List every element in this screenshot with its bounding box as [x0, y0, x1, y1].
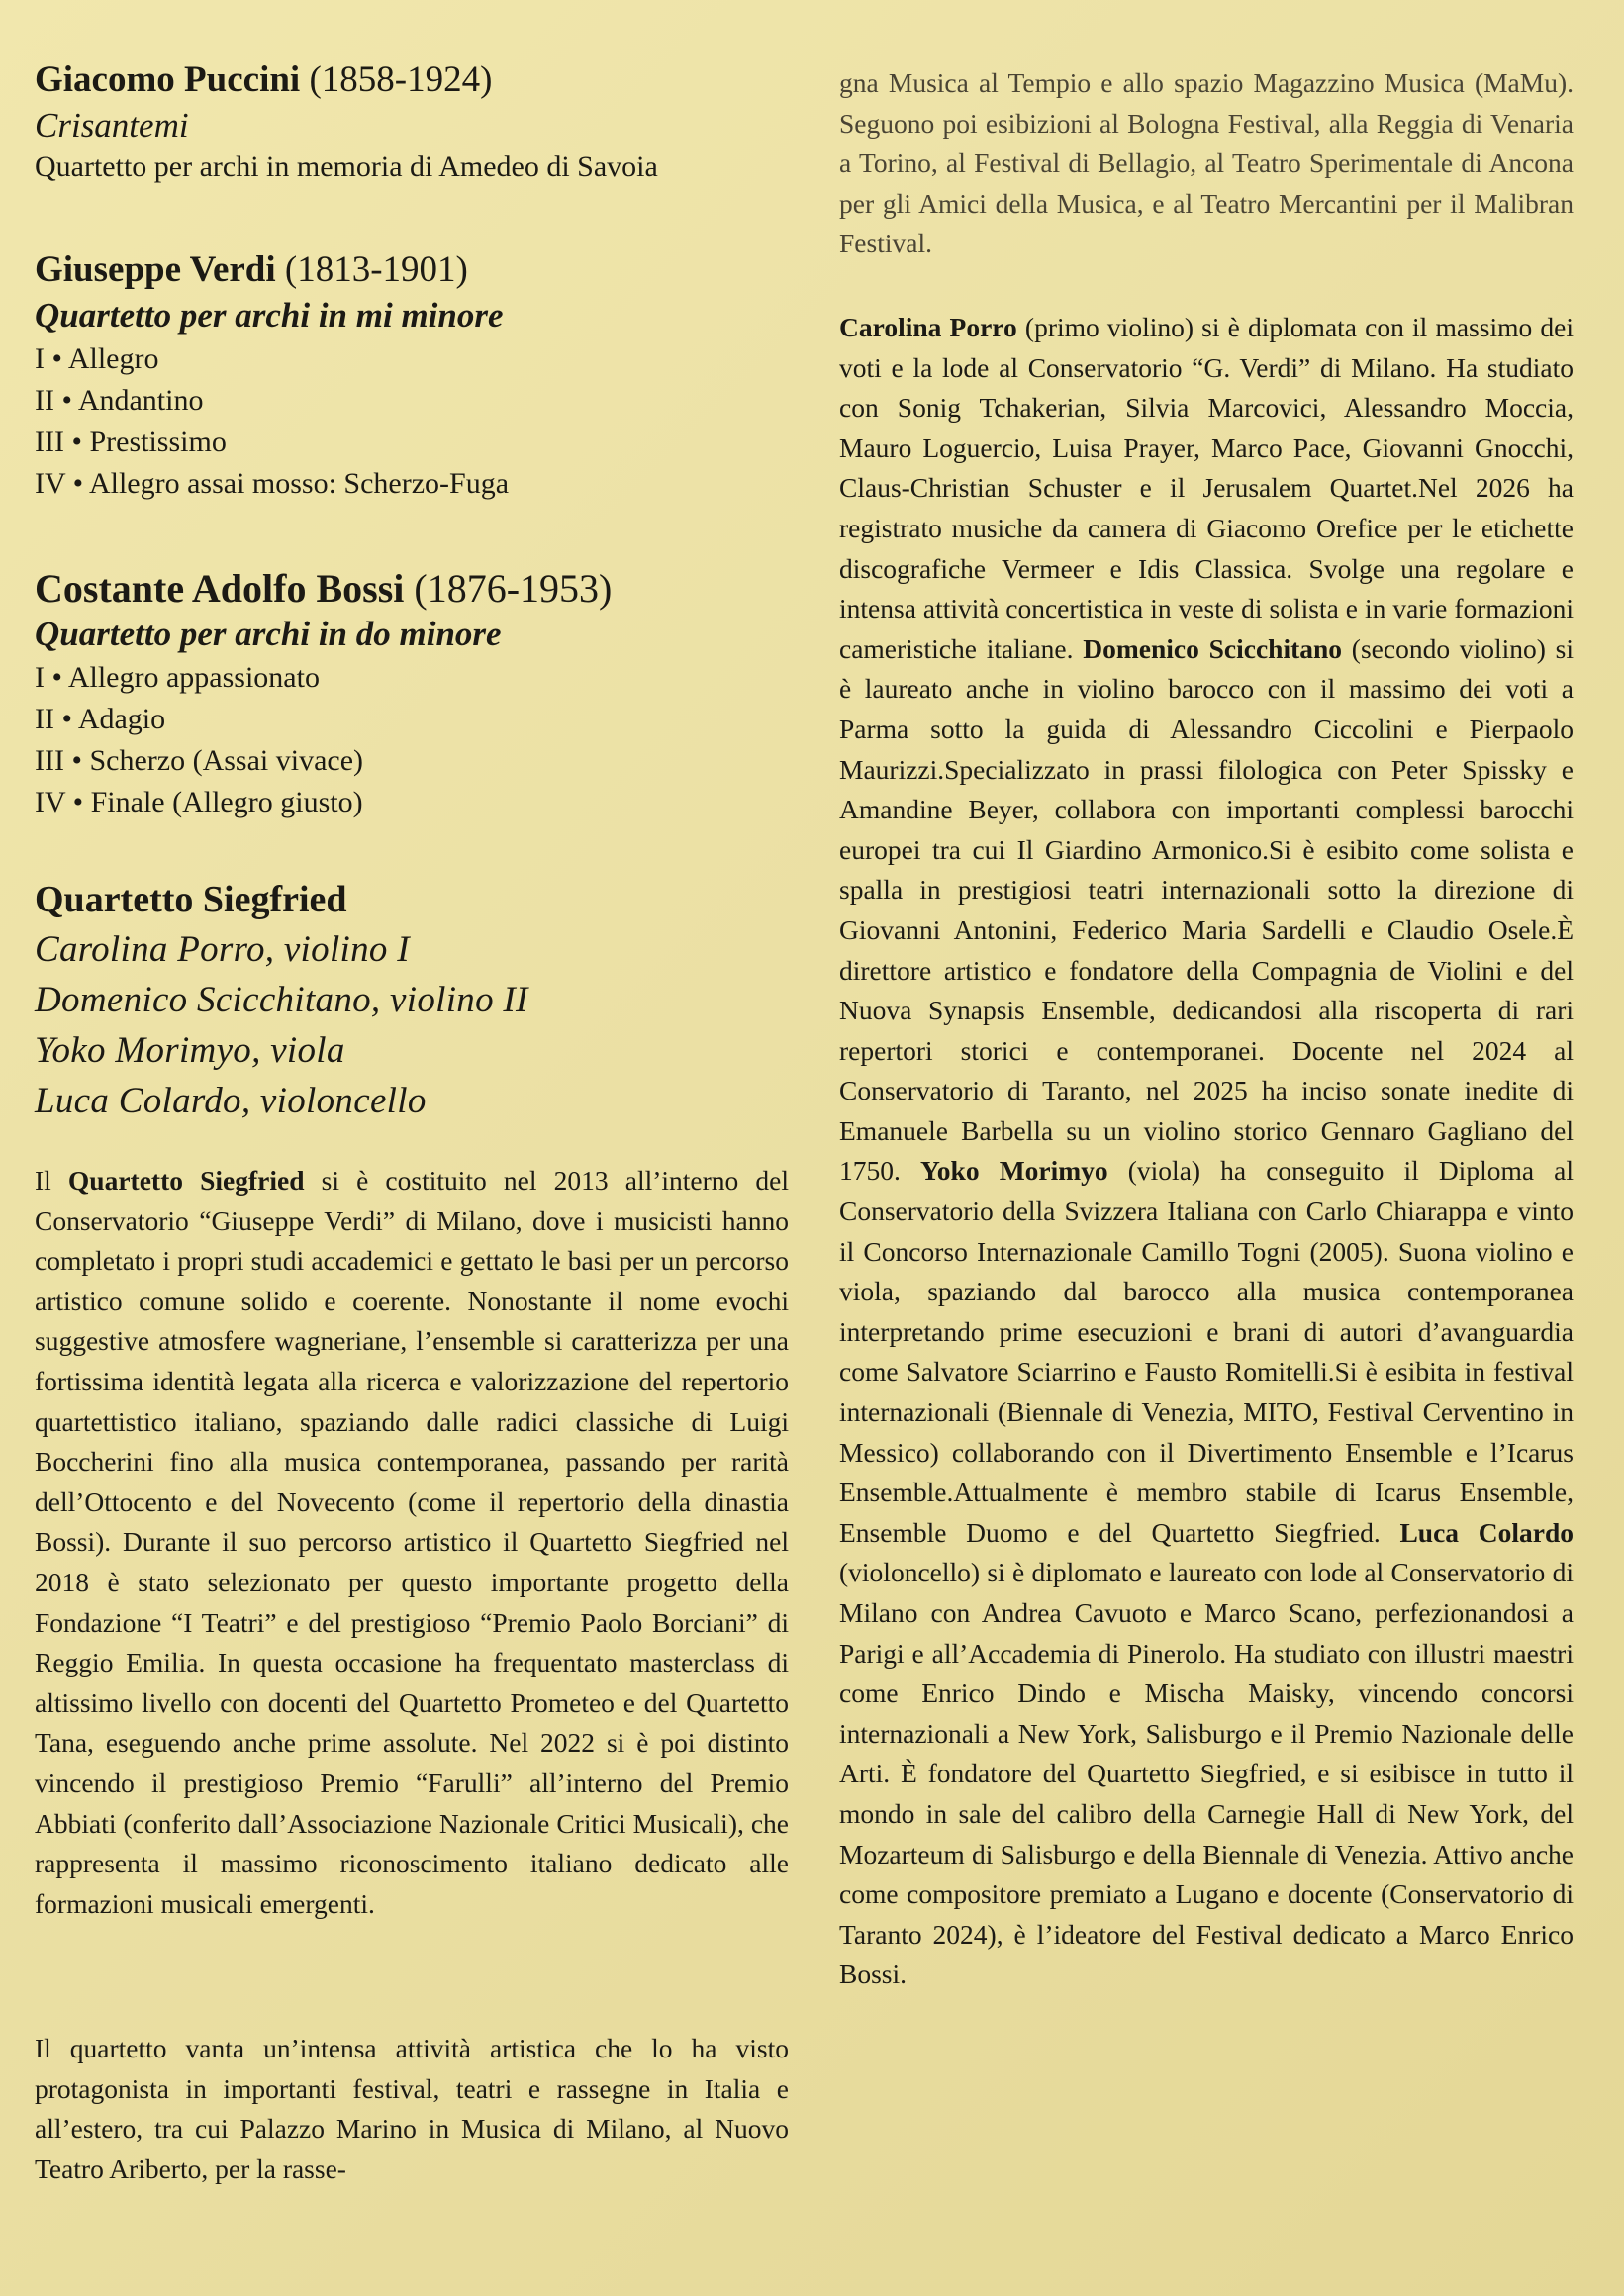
ensemble-member: Luca Colardo, violoncello: [35, 1081, 427, 1121]
composer-years: (1876-1953): [414, 566, 613, 611]
work-title: Crisantemi: [35, 106, 189, 144]
movement: IV • Finale (Allegro giusto): [35, 786, 363, 818]
bio-text: (violoncello) si è diplomato e laureato con lode al Conservatorio di Milano con Andrea Cavuoto e Marco Scano, perfezionandosi a Parigi e all’Accademia di Pinerolo. Ha studiato con illustri maestri come Enrico Dindo e Mischa Maisky, vincendo concorsi internazionali a New York, Salisburgo e il Premio Nazionale delle Arti. È fondatore del Quartetto Siegfried, e si esibisce in tutto il mondo in sale del calibro della Carnegie Hall di New York, del Mozarteum di Salisburgo e della Biennale di Venezia. Attivo anche come compositore premiato a Lugano e docente (Conservatorio di Taranto 2024), è l’ideatore del Festival dedicato a Marco Enrico Bossi.: [839, 1557, 1574, 1990]
bio-name-bold: Quartetto Siegfried: [67, 1165, 305, 1196]
work-title: Quartetto per archi in do minore: [35, 615, 502, 653]
composer-name: Giuseppe Verdi: [35, 249, 276, 290]
program-item-bossi: [35, 566, 807, 823]
composer-years: (1813-1901): [284, 249, 468, 290]
composer-line: [35, 247, 807, 293]
bio-name-bold: Domenico Scicchitano: [1083, 632, 1343, 664]
bio-text: Il quartetto vanta un’intensa attività artistica che lo ha visto protagonista in importanti festival, teatri e rassegne in Italia e all’estero, tra cui Palazzo Marino in Musica di Milano, al Nuovo Teatro Ariberto, per la rasse-: [35, 2033, 789, 2184]
ensemble-block: [35, 875, 807, 1126]
movement: III • Prestissimo: [35, 426, 227, 458]
composer-line: [35, 57, 807, 103]
movement: I • Allegro: [35, 342, 159, 375]
composer-line: [35, 566, 807, 612]
ensemble-name: Quartetto Siegfried: [35, 879, 347, 920]
movement: IV • Allegro assai mosso: Scherzo-Fuga: [35, 467, 510, 500]
bio-name-bold: Carolina Porro: [839, 312, 1017, 342]
bio-text: gna Musica al Tempio e allo spazio Magazzino Musica (MaMu). Seguono poi esibizioni al Bologna Festival, alla Reggia di Venaria a Torino, al Festival di Bellagio, al Teatro Sperimentale di Ancona per gli Amici della Musica, e al Teatro Mercantini per il Malibran Festival.: [839, 67, 1574, 259]
program-item-verdi: [35, 247, 807, 505]
movement: III • Scherzo (Assai vivace): [35, 744, 364, 777]
composer-name: Costante Adolfo Bossi: [35, 566, 405, 611]
bio-text: si è costituito nel 2013 all’interno del Conservatorio “Giuseppe Verdi” di Milano, dove i musicisti hanno completato i propri studi accademici e gettato le basi per un percorso artistico comune solido e coerente. Nonostante il nome evochi suggestive atmosfere wagneriane, l’ensemble si caratterizza per una fortissima identità legata alla ricerca e valorizzazione del repertorio quartettistico italiano, spaziando dalle radici classiche di Luigi Boccherini fino alla musica contemporanea, passando per rarità dell’Ottocento e del Novecento (come il repertorio della dinastia Bossi). Durante il suo percorso artistico il Quartetto Siegfried nel 2018 è stato selezionato per questo importante progetto della Fondazione “I Teatri” e del prestigioso “Premio Paolo Borciani” di Reggio Emilia. In questa occasione ha frequentato masterclass di altissimo livello con docenti del Quartetto Prometeo e del Quartetto Tana, eseguendo anche prime assolute. Nel 2022 si è poi distinto vincendo il prestigioso Premio “Farulli” all’interno del Premio Abbiati (conferito dall’Associazione Nazionale Critici Musicali), che rappresenta il massimo riconoscimento italiano dedicato alle formazioni musicali emergenti.: [35, 1165, 789, 1919]
bio-name-bold: Luca Colardo: [1399, 1516, 1574, 1548]
program-item-puccini: [35, 57, 807, 188]
ensemble-bio-paragraph: [35, 1161, 789, 1924]
bio-text: Il: [35, 1165, 68, 1196]
members-bio-paragraph: [839, 308, 1574, 1995]
ensemble-activity-continued: [839, 63, 1574, 264]
ensemble-member: Domenico Scicchitano, violino II: [35, 980, 528, 1020]
ensemble-member: Yoko Morimyo, viola: [35, 1030, 345, 1071]
movement: II • Adagio: [35, 703, 166, 735]
bio-text: (secondo violino) si è laureato anche in violino barocco con il massimo dei voti a Parma sotto la guida di Alessandro Ciccolini e Pierpaolo Maurizzi.Specializzato in prassi filologica con Peter Spissky e Amandine Beyer, collabora con importanti complessi barocchi europei tra cui Il Giardino Armonico.Si è esibito come solista e spalla in prestigiosi teatri internazionali sotto la direzione di Giovanni Antonini, Federico Maria Sardelli e Claudio Osele.È direttore artistico e fondatore della Compagnia de Violini e del Nuova Synapsis Ensemble, dedicandosi alla riscoperta di rari repertori storici e contemporanei. Docente nel 2024 al Conservatorio di Taranto, nel 2025 ha inciso sonate inedite di Emanuele Barbella su un violino storico Gennaro Gagliano del 1750.: [839, 632, 1574, 1187]
movement: I • Allegro appassionato: [35, 661, 320, 694]
ensemble-activity-paragraph: [35, 2029, 789, 2189]
movement: II • Andantino: [35, 384, 204, 417]
bio-text: (primo violino) si è diplomata con il massimo dei voti e la lode al Conservatorio “G. Verdi” di Milano. Ha studiato con Sonig Tchakerian, Silvia Marcovici, Alessandro Moccia, Mauro Loguercio, Luisa Prayer, Marco Pace, Giovanni Gnocchi, Claus-Christian Schuster e il Jerusalem Quartet.Nel 2026 ha registrato musiche da camera di Giacomo Orefice per le etichette discografiche Vermeer e Idis Classica. Svolge una regolare e intensa attività concertistica in veste di solista e in varie formazioni cameristiche italiane.: [839, 312, 1574, 664]
ensemble-member: Carolina Porro, violino I: [35, 929, 410, 970]
work-title: Quartetto per archi in mi minore: [35, 296, 504, 335]
bio-name-bold: Yoko Morimyo: [919, 1155, 1108, 1187]
bio-text: (viola) ha conseguito il Diploma al Conservatorio della Svizzera Italiana con Carlo Chiarappa e vinto il Concorso Internazionale Camillo Togni (2005). Suona violino e viola, spaziando dal barocco alla musica contemporanea interpretando prime esecuzioni e brani di autori d’avanguardia come Salvatore Sciarrino e Fausto Romitelli.Si è esibita in festival internazionali (Biennale di Venezia, MITO, Festival Cerventino in Messico) collaborando con il Divertimento Ensemble e l’Icarus Ensemble.Attualmente è membro stabile di Icarus Ensemble, Ensemble Duomo e del Quartetto Siegfried.: [839, 1155, 1575, 1548]
composer-years: (1858-1924): [309, 59, 493, 100]
work-subtitle: Quartetto per archi in memoria di Amedeo di Savoia: [35, 150, 658, 183]
composer-name: Giacomo Puccini: [35, 59, 301, 100]
